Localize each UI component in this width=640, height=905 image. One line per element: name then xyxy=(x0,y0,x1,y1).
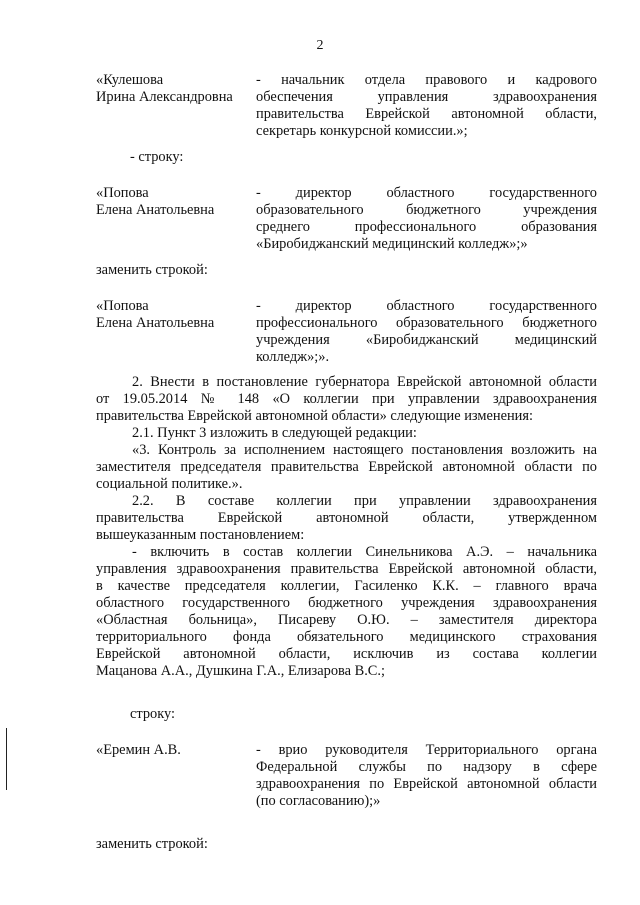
para-line: областного государственного бюджетного учреждения здравоохранения xyxy=(96,595,597,611)
para-line: вышеуказанным постановлением: xyxy=(96,527,305,543)
role-line: здравоохранения по Еврейской автономной области xyxy=(256,776,597,792)
entry-kuleshova-role xyxy=(256,72,597,140)
para-line: территориального фонда обязательного медицинского страхования xyxy=(96,629,597,645)
role-line: обеспечения управления здравоохранения xyxy=(256,89,597,105)
name-line: «Попова xyxy=(96,185,149,201)
role-line: - начальник отдела правового и кадрового xyxy=(256,72,597,88)
instruction-stroku-2: строку: xyxy=(130,706,176,722)
para-line: правительства Еврейской автономной области, утвержденном xyxy=(96,510,597,526)
entry-popova-old-role xyxy=(256,185,597,253)
paragraph-2 xyxy=(96,374,597,680)
para-line: социальной политике.». xyxy=(96,476,243,492)
entry-kuleshova-name xyxy=(96,72,256,106)
name-line: Елена Анатольевна xyxy=(96,202,215,218)
role-line: среднего профессионального образования xyxy=(256,219,597,235)
entry-popova-new-name xyxy=(96,298,256,332)
para-line: «3. Контроль за исполнением настоящего постановления возложить на xyxy=(132,442,597,458)
para-line: Еврейской автономной области, исключив из состава коллегии xyxy=(96,646,597,662)
instruction-stroku: - строку: xyxy=(130,149,184,165)
entry-popova-new-role xyxy=(256,298,597,366)
paragraph-2-2: 2.2. В составе коллегии при управлении здравоохранения xyxy=(132,493,597,509)
role-line: «Биробиджанский медицинский колледж»;» xyxy=(256,236,528,252)
role-line: Федеральной службы по надзору в сфере xyxy=(256,759,597,775)
role-line: профессионального образовательного бюджетного xyxy=(256,315,597,331)
para-line: управления здравоохранения правительства Еврейской автономной области, xyxy=(96,561,597,577)
para-line: Мацанова А.А., Душкина Г.А., Елизарова В.С.; xyxy=(96,663,385,679)
para-line: в качестве председателя коллегии, Гасиленко К.К. – главного врача xyxy=(96,578,597,594)
entry-eremin-name xyxy=(96,742,256,759)
para-line: правительства Еврейской автономной области» следующие изменения: xyxy=(96,408,534,424)
entry-eremin-role xyxy=(256,742,597,810)
role-line: - директор областного государственного xyxy=(256,298,597,314)
name-line: Ирина Александровна xyxy=(96,89,233,105)
para-line: «Областная больница», Писареву О.Ю. – заместителя директора xyxy=(96,612,597,628)
role-line: правительства Еврейской автономной области, xyxy=(256,106,597,122)
role-line: учреждения «Биробиджанский медицинский xyxy=(256,332,597,348)
name-line: Елена Анатольевна xyxy=(96,315,215,331)
role-line: образовательного бюджетного учреждения xyxy=(256,202,597,218)
name-line: «Кулешова xyxy=(96,72,164,88)
para-line: - включить в состав коллегии Синельникова А.Э. – начальника xyxy=(132,544,597,560)
role-line: колледж»;». xyxy=(256,349,330,365)
para-line: 2. Внести в постановление губернатора Еврейской автономной области xyxy=(132,374,597,390)
para-line: заместителя председателя правительства Еврейской автономной области по xyxy=(96,459,597,475)
scan-margin-mark xyxy=(6,728,7,790)
para-line: от 19.05.2014 № 148 «О коллегии при управлении здравоохранения xyxy=(96,391,597,407)
role-line: - врио руководителя Территориального органа xyxy=(256,742,597,758)
role-line: (по согласованию);» xyxy=(256,793,381,809)
name-line: «Попова xyxy=(96,298,149,314)
instruction-zamenit: заменить строкой: xyxy=(96,262,208,278)
role-line: - директор областного государственного xyxy=(256,185,597,201)
role-line: секретарь конкурсной комиссии.»; xyxy=(256,123,468,139)
paragraph-2-1: 2.1. Пункт 3 изложить в следующей редакции: xyxy=(132,425,417,441)
entry-popova-old-name xyxy=(96,185,256,219)
instruction-zamenit-2: заменить строкой: xyxy=(96,836,208,852)
name-line: «Еремин А.В. xyxy=(96,742,181,758)
page-number: 2 xyxy=(316,38,324,53)
